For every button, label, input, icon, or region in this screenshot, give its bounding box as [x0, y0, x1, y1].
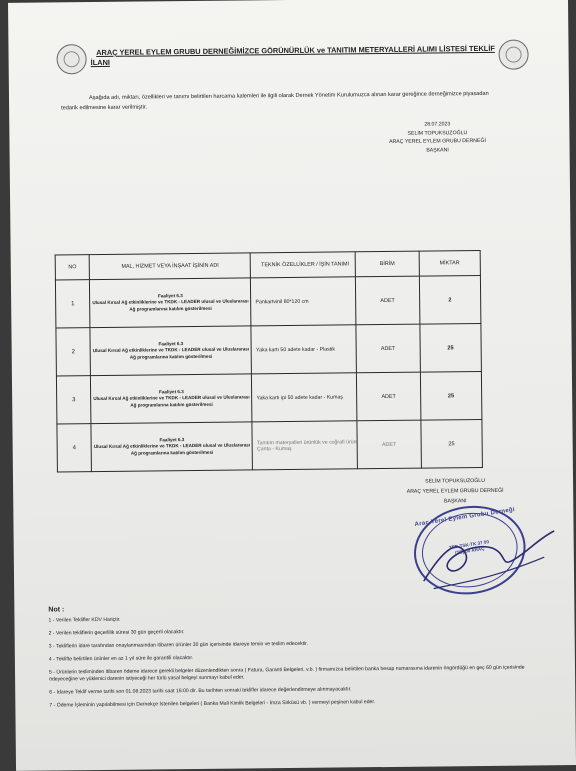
row-no: 3 [56, 376, 91, 424]
header-no: NO [55, 255, 90, 280]
notes-header: Not : [48, 606, 65, 614]
stamp-code: TED-TSK-TK 37 00 (TE) 00 ARAÇ [448, 539, 490, 556]
intro-paragraph [61, 90, 501, 114]
note-item: 5 - Ürünlerin tesliminden itibaren ödeme idarece gerekli belgeler düzenlendikten sonra ( Fatura, Garanti Belgeleri, v.b. ) firmamızca belirtilen banka hesap numarasına idarenin öngördüğü en geç 60 gün içerisinde ödeyeceğine ve yüklenici darenin istiyeceği her türlü yasal belgeyi sunmayı kabul eder. [48, 664, 525, 683]
document-title [90, 44, 500, 68]
signatory-org: ARAÇ YEREL EYLEM GRUBU DERNEĞİ [406, 487, 504, 495]
items-table [55, 250, 483, 472]
signature-block-top [377, 120, 497, 155]
row-spec: Tanıtım materyalleri ürünlük ve coğrafi ürün Çanta - Kumaş [252, 421, 357, 470]
document-date: 28.07.2023 [424, 121, 451, 128]
association-logo-right [498, 39, 528, 69]
row-unit: ADET [356, 276, 420, 325]
row-qty: 25 [421, 419, 483, 468]
row-activity: Faaliyet 6.3 [157, 293, 183, 299]
handwritten-signature [403, 517, 564, 599]
row-qty: 25 [420, 371, 482, 420]
signatory-role: BAŞKANI [426, 146, 449, 154]
intro-text: Aşağıda adı, miktarı, özellikleri ve tanımı belirtilen harcama kalemleri ile ilgili olarak Dernek Yönetim Kurulumuzca alınan karar gereğince derneğimizce piyasadan tedarik edilmesine karar verilmiştir. [61, 90, 489, 111]
signatory-org: ARAÇ YEREL EYLEM GRUBU DERNEĞİ [389, 137, 486, 145]
notes-section [48, 601, 549, 715]
table-row [56, 371, 481, 423]
row-qty: 25 [420, 323, 482, 372]
row-name [91, 422, 253, 472]
row-name [90, 326, 252, 376]
row-spec: Yaka kartı ipi 50 adete kadar - Kumaş [252, 373, 357, 422]
note-item: 2 - Verilen tekliflerin geçerlilik süresi 30 gün geçerli olacaktır. [48, 629, 185, 637]
signature-block-bottom [385, 476, 525, 507]
table-row [56, 323, 481, 375]
row-description: Ulusal Kırsal Ağ etkinliklerine ve TKDK - LEADER ulusal ve Uluslararası Ağ programlarına katılım gösterilmesi [93, 442, 251, 456]
row-activity: Faaliyet 6.3 [158, 341, 184, 347]
row-spec: Yaka kartı 50 adete kadar - Plastik [251, 325, 356, 374]
note-item: 4 - Teklifte belirtilen ürünler en az 1 yıl süre ile garantili olacaktır. [48, 655, 194, 663]
header-qty: MİKTAR [419, 251, 481, 277]
header-name: MAL, HİZMET VEYA İNŞAAT İŞİNİN ADI [89, 253, 250, 280]
row-unit: ADET [356, 324, 420, 373]
signatory-role: BAŞKANI [443, 498, 467, 505]
document-page [8, 0, 576, 771]
association-logo-left [56, 44, 86, 74]
stamp-text: Araç Yerel Eylem Grubu Derneği [414, 506, 516, 529]
row-activity: Faaliyet 6.3 [159, 437, 185, 443]
row-activity: Faaliyet 6.3 [158, 389, 184, 395]
signatory-name: SELİM TOPUKSUZOĞLU [425, 477, 485, 485]
row-unit: ADET [357, 420, 421, 469]
row-description: Ulusal Kırsal Ağ etkinliklerine ve TKDK - LEADER ulusal ve Uluslararası Ağ programlarına katılım gösterilmesi [92, 346, 250, 360]
title-line-2: İLANI [90, 57, 110, 68]
row-name [91, 374, 253, 424]
note-item: 3 - Tekliflerin idare tarafından onaylanmasından itibaren ürünler 30 gün içerisinde idareye temin ve teslim edecektir. [48, 640, 309, 650]
row-no: 4 [57, 424, 92, 472]
signatory-name: SELİM TOPUKSUZOĞLU [407, 129, 468, 137]
header-unit: BİRİM [355, 251, 419, 277]
table-row [57, 419, 482, 471]
row-qty: 2 [419, 276, 481, 325]
row-description: Ulusal Kırsal Ağ etkinliklerine ve TKDK - LEADER ulusal ve Uluslararası Ağ programlarına katılım gösterilmesi [93, 394, 250, 408]
note-item: 6 - İdareye Teklif verme tarihi son 01.08.2023 tarihi saat 16:00 dir. Bu tarihten sonraki teklifler idarece değerlendirmeye alınmayacaktır. [49, 686, 352, 696]
row-unit: ADET [357, 372, 421, 421]
note-item: 1 - Verilen Teklifler KDV Hariçtir. [48, 616, 121, 624]
title-line-1: ARAÇ YEREL EYLEM GRUBU DERNEĞİMİZCE GÖRÜNÜRLÜK ve TANITIM METERYALLERİ ALIMI LİSTESİ TEKLİF [96, 43, 495, 58]
row-description: Ulusal Kırsal Ağ etkinliklerine ve TKDK - LEADER ulusal ve Uluslararası Ağ programlarına katılım gösterilmesi [92, 298, 249, 312]
row-no: 1 [55, 280, 90, 328]
row-no: 2 [56, 328, 91, 376]
note-item: 7 - Ödeme İşleminin yapılabilmesi için Dernekçe İstenilen belgeleri ( Banka Mali Kimlik Belgeleri - İmza Sirküsü vb. ) vermeyi peşinen kabul eder. [49, 699, 376, 709]
row-name [90, 278, 252, 328]
row-spec: Pankartvinil 80*120 cm [251, 277, 356, 326]
header-spec: TEKNİK ÖZELLİKLER / İŞİN TANIMI [250, 252, 355, 278]
table-row [55, 276, 480, 328]
